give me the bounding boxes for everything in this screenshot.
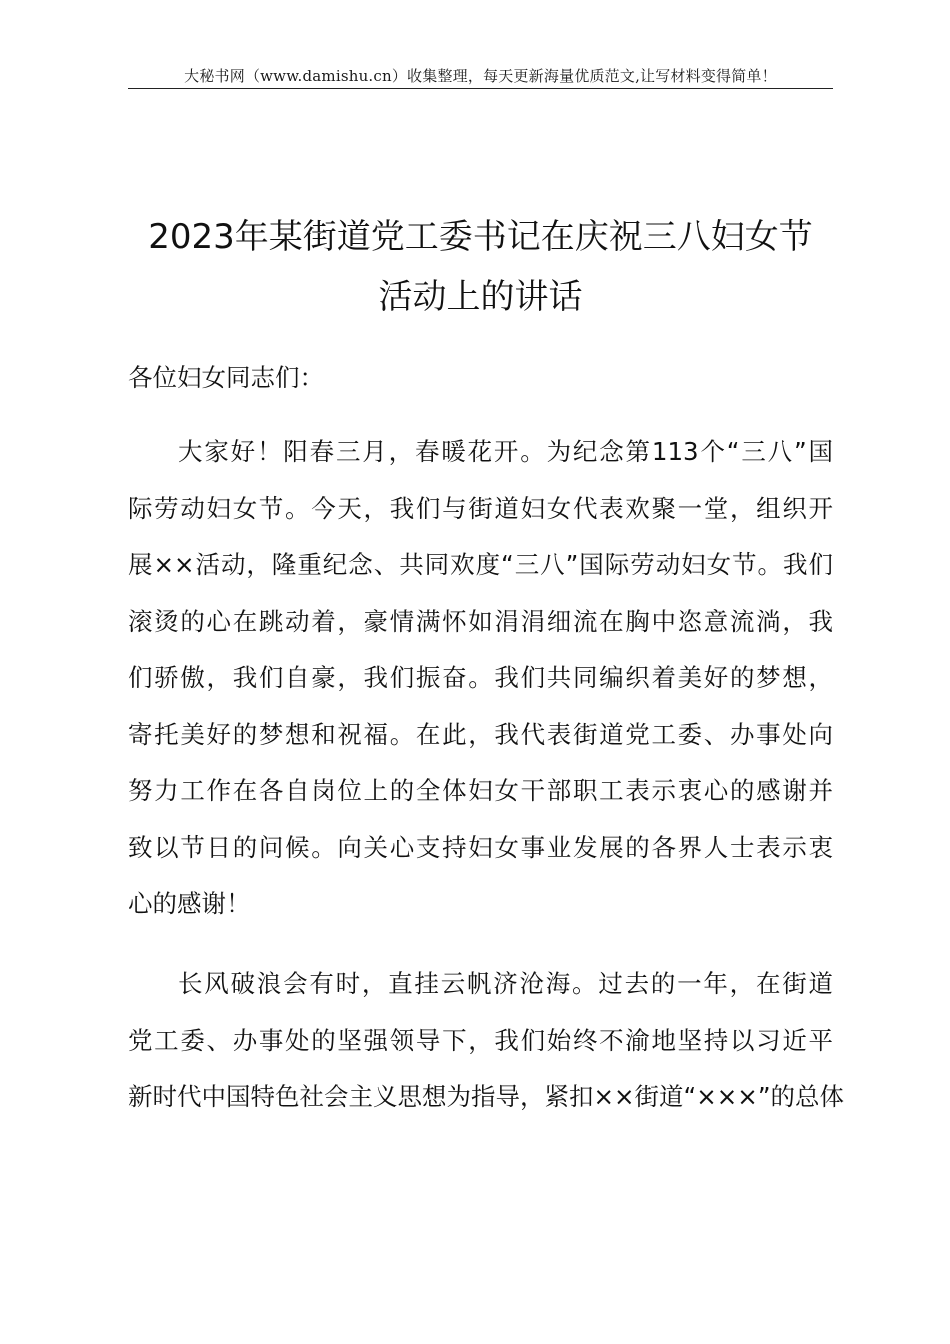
salutation: 各位妇女同志们：	[128, 363, 324, 392]
title-line-2: 活动上的讲话	[378, 277, 583, 317]
title-line-1: 2023年某街道党工委书记在庆祝三八妇女节	[148, 217, 813, 257]
paragraph-line: 努力工作在各自岗位上的全体妇女干部职工表示衷心的感谢并	[128, 776, 833, 805]
paragraph-line: 党工委、办事处的坚强领导下，我们始终不渝地坚持以习近平	[128, 1025, 833, 1055]
paragraph-line: 长风破浪会有时，直挂云帆济沧海。过去的一年，在街道	[178, 969, 833, 998]
page-header-watermark: 大秘书网（www.damishu.cn）收集整理，每天更新海量优质范文,让写材料变得简单！	[184, 67, 777, 85]
paragraph-line: 寄托美好的梦想和祝福。在此，我代表街道党工委、办事处向	[128, 719, 833, 749]
document-title	[128, 207, 833, 327]
paragraph-line: 际劳动妇女节。今天，我们与街道妇女代表欢聚一堂，组织开	[128, 493, 833, 523]
body-paragraph-2	[128, 964, 845, 1134]
body-paragraph-1	[128, 432, 833, 941]
paragraph-line: 滚烫的心在跳动着，豪情满怀如涓涓细流在胸中恣意流淌，我	[128, 606, 833, 636]
paragraph-line: 心的感谢！	[128, 889, 251, 918]
paragraph-line: 们骄傲，我们自豪，我们振奋。我们共同编织着美好的梦想，	[128, 663, 833, 692]
paragraph-line: 大家好！阳春三月，春暖花开。为纪念第113个“三八”国	[178, 437, 833, 466]
paragraph-line: 新时代中国特色社会主义思想为指导，紧扣××街道“×××”的总体	[128, 1082, 845, 1111]
paragraph-line: 致以节日的问候。向关心支持妇女事业发展的各界人士表示衷	[128, 832, 833, 862]
header-divider	[128, 88, 833, 89]
paragraph-line: 展××活动，隆重纪念、共同欢度“三八”国际劳动妇女节。我们	[128, 550, 833, 579]
